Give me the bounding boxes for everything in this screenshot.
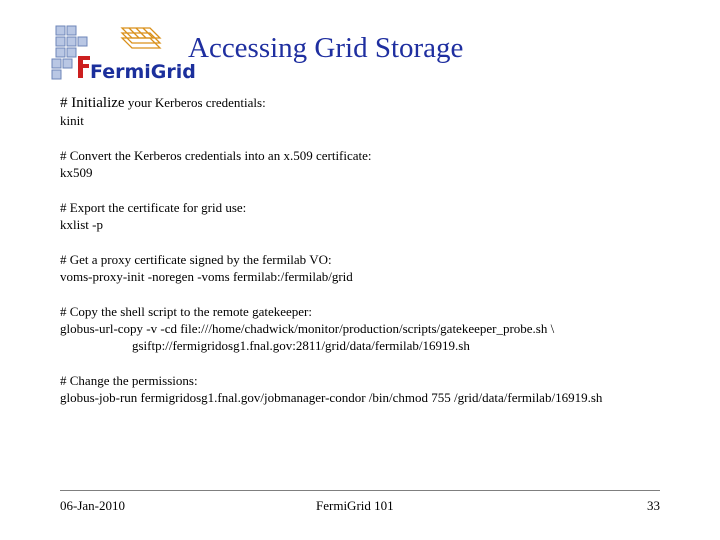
entry-proxy (60, 251, 700, 285)
comment-rest: your Kerberos credentials: (124, 95, 266, 110)
command-continuation-line: gsiftp://fermigridosg1.fnal.gov:2811/grid/data/fermilab/16919.sh (132, 338, 470, 353)
command-line: globus-job-run fermigridosg1.fnal.gov/jobmanager-condor /bin/chmod 755 /grid/data/fermilab/16919.sh (60, 390, 603, 405)
entry-export (60, 199, 700, 233)
slide-body (60, 94, 700, 406)
comment-line (60, 94, 700, 112)
comment-lead: # Initialize (60, 95, 125, 111)
footer-center-text: FermiGrid 101 (316, 498, 394, 513)
command-line: globus-url-copy -v -cd file:///home/chadwick/monitor/production/scripts/gatekeeper_probe.sh \ (60, 321, 555, 336)
entry-initialize (60, 94, 700, 129)
entry-convert (60, 147, 700, 181)
logo-wordmark: FermiGrid (90, 61, 196, 83)
command-line: kinit (60, 113, 84, 128)
command-line: voms-proxy-init -noregen -voms fermilab:/fermilab/grid (60, 269, 353, 284)
footer-date: 06-Jan-2010 (60, 498, 125, 513)
comment-line: # Export the certificate for grid use: (60, 200, 247, 215)
gold-grid-icon (122, 28, 160, 48)
fermigrid-logo (50, 22, 196, 83)
command-line: kxlist -p (60, 217, 103, 232)
command-line: kx509 (60, 165, 93, 180)
entry-copy (60, 303, 700, 354)
comment-line: # Copy the shell script to the remote gatekeeper: (60, 304, 312, 319)
slide-footer (60, 490, 660, 520)
page-number: 33 (647, 498, 660, 513)
comment-line: # Convert the Kerberos credentials into an x.509 certificate: (60, 148, 372, 163)
comment-line: # Change the permissions: (60, 373, 198, 388)
comment-line: # Get a proxy certificate signed by the fermilab VO: (60, 252, 332, 267)
entry-permissions (60, 372, 700, 406)
red-f-icon (78, 56, 90, 78)
footer-divider (60, 490, 660, 491)
slide-title: Accessing Grid Storage (188, 32, 464, 64)
